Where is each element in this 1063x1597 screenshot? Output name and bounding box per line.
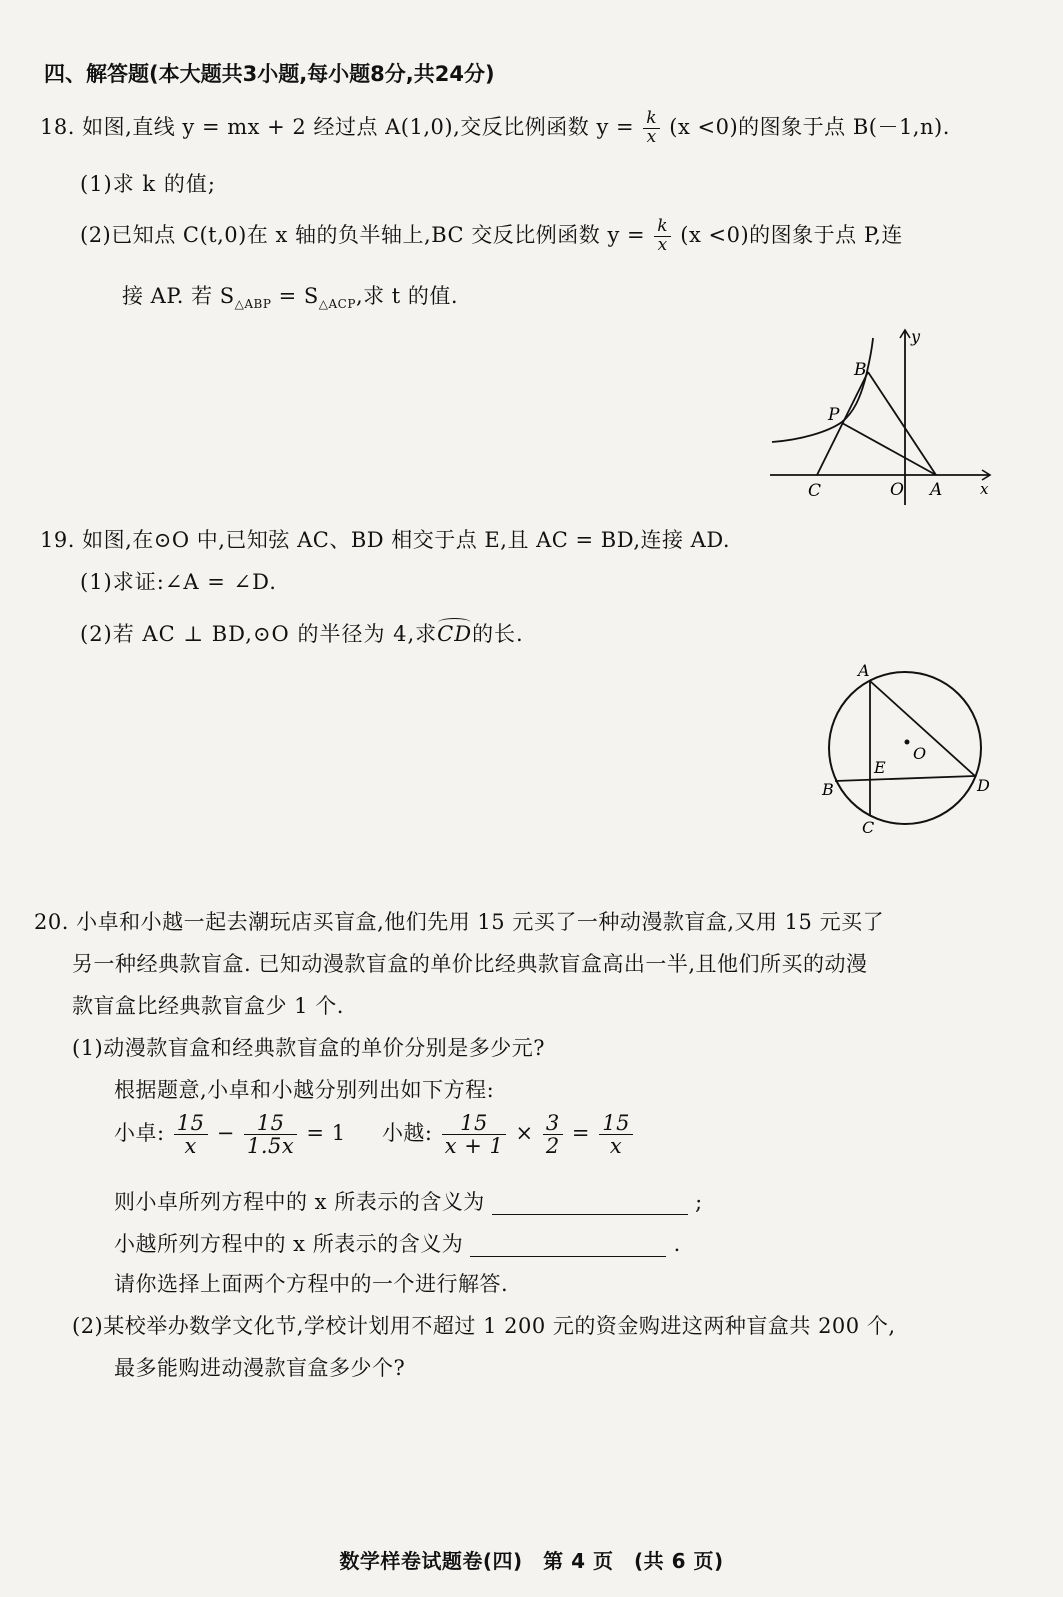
page-footer: 数学样卷试题卷(四) 第 4 页 (共 6 页) xyxy=(339,1549,724,1573)
zhuo-label: 小卓: xyxy=(114,1121,165,1146)
q18-part2-d: ,求 t 的值. xyxy=(355,284,459,308)
minus-sign: − xyxy=(216,1121,235,1146)
fraction-denominator: 1.5x xyxy=(246,1134,295,1159)
zhuo-fraction-1 xyxy=(174,1112,208,1157)
q18-part2-c: 接 AP. 若 S xyxy=(122,284,235,308)
line-ab xyxy=(868,372,936,475)
meaning2-text: 小越所列方程中的 x 所表示的含义为 xyxy=(114,1232,464,1256)
label-e: E xyxy=(874,758,886,777)
times-sign: × xyxy=(515,1121,534,1146)
yue-label: 小越: xyxy=(381,1121,433,1146)
circle-o xyxy=(829,672,981,824)
meaning2-end: . xyxy=(673,1232,681,1256)
answer-blank-2[interactable] xyxy=(470,1232,666,1257)
yue-fraction-3 xyxy=(599,1112,633,1157)
fraction-numerator: 15 xyxy=(442,1112,507,1135)
q19-intro: 19. 如图,在⊙O 中,已知弦 AC、BD 相交于点 E,且 AC = BD,连接 AD. xyxy=(40,528,731,552)
q20-choose: 请你选择上面两个方程中的一个进行解答. xyxy=(114,1272,509,1296)
q18-intro-a: 18. 如图,直线 y = mx + 2 经过点 A(1,0),交反比例函数 y = xyxy=(40,114,635,139)
fraction-numerator: 15 xyxy=(599,1112,633,1135)
zhuo-fraction-2 xyxy=(244,1112,297,1157)
label-o: O xyxy=(913,744,927,763)
equals-s: = S xyxy=(271,284,319,308)
q20-line1: 20. 小卓和小越一起去潮玩店买盲盒,他们先用 15 元买了一种动漫款盲盒,又用 15 元买了 xyxy=(34,910,885,934)
fraction-denominator: x xyxy=(646,126,657,147)
section-title: 四、解答题(本大题共3小题,每小题8分,共24分) xyxy=(44,62,495,86)
q18-intro xyxy=(40,110,950,147)
q19-part2-b: 的长. xyxy=(472,622,524,646)
q18-intro-b: (x <0)的图象于点 B(－1,n). xyxy=(669,114,950,139)
area-subscript-acp: △ACP xyxy=(318,297,356,312)
fraction-denominator: 2 xyxy=(545,1134,560,1159)
q20-lead: 根据题意,小卓和小越分别列出如下方程: xyxy=(114,1078,495,1102)
fraction-numerator: k xyxy=(654,218,671,237)
q18-figure xyxy=(760,320,1000,520)
fraction-numerator: k xyxy=(643,110,660,129)
fraction-denominator: x xyxy=(609,1134,623,1159)
label-y: y xyxy=(911,327,921,346)
q20-part1: (1)动漫款盲盒和经典款盲盒的单价分别是多少元? xyxy=(72,1036,546,1060)
label-c: C xyxy=(862,818,875,837)
fraction-denominator: x xyxy=(184,1134,197,1159)
answer-blank-1[interactable] xyxy=(492,1190,688,1215)
label-p: P xyxy=(828,405,840,425)
q18-part2-line1 xyxy=(80,218,903,255)
area-subscript-abp: △ABP xyxy=(234,297,272,312)
q18-part2-line2 xyxy=(122,280,458,311)
yue-fraction-1 xyxy=(442,1112,507,1157)
zhuo-rhs: = 1 xyxy=(306,1121,346,1146)
q19-part2-a: (2)若 AC ⊥ BD,⊙O 的半径为 4,求 xyxy=(80,622,438,646)
label-d: D xyxy=(977,776,990,795)
yue-fraction-2 xyxy=(543,1112,563,1157)
q18-part2-a: (2)已知点 C(t,0)在 x 轴的负半轴上,BC 交反比例函数 y = xyxy=(80,222,646,247)
hyperbola-curve xyxy=(772,338,873,442)
chord-bd xyxy=(835,776,975,781)
q20-part2-line1: (2)某校举办数学文化节,学校计划用不超过 1 200 元的资金购进这两种盲盒共 200 个, xyxy=(72,1314,896,1338)
q19-part2 xyxy=(80,618,524,648)
fraction-denominator: x + 1 xyxy=(444,1134,504,1159)
q18-part1: (1)求 k 的值; xyxy=(80,172,216,196)
label-b: B xyxy=(822,780,834,799)
fraction-denominator: x xyxy=(657,234,668,255)
q18-fraction-k-over-x-2 xyxy=(654,218,671,255)
arc-cd: CD xyxy=(437,622,473,646)
q20-meaning2 xyxy=(114,1228,681,1258)
label-a: A xyxy=(858,661,870,680)
q20-line3: 款盲盒比经典款盲盒少 1 个. xyxy=(72,994,344,1018)
center-dot xyxy=(905,740,910,745)
line-ap xyxy=(842,423,936,475)
equals-sign: = xyxy=(571,1121,591,1146)
label-b: B xyxy=(854,360,867,380)
label-x: x xyxy=(980,480,989,498)
meaning1-text: 则小卓所列方程中的 x 所表示的含义为 xyxy=(114,1190,485,1214)
fraction-numerator: 15 xyxy=(244,1112,297,1135)
q20-line2: 另一种经典款盲盒. 已知动漫款盲盒的单价比经典款盲盒高出一半,且他们所买的动漫 xyxy=(72,952,868,976)
q19-figure xyxy=(810,658,1000,838)
q19-part1: (1)求证:∠A = ∠D. xyxy=(80,570,277,594)
label-o: O xyxy=(890,480,904,500)
q20-part2-line2: 最多能购进动漫款盲盒多少个? xyxy=(114,1356,406,1380)
fraction-numerator: 15 xyxy=(174,1112,208,1135)
label-a: A xyxy=(930,480,943,500)
q18-part2-b: (x <0)的图象于点 P,连 xyxy=(680,222,903,247)
meaning1-end: ; xyxy=(695,1190,703,1214)
q20-equations xyxy=(114,1112,635,1157)
q20-meaning1 xyxy=(114,1186,703,1216)
label-c: C xyxy=(808,481,822,501)
fraction-numerator: 3 xyxy=(543,1112,563,1135)
q18-fraction-k-over-x xyxy=(643,110,660,147)
